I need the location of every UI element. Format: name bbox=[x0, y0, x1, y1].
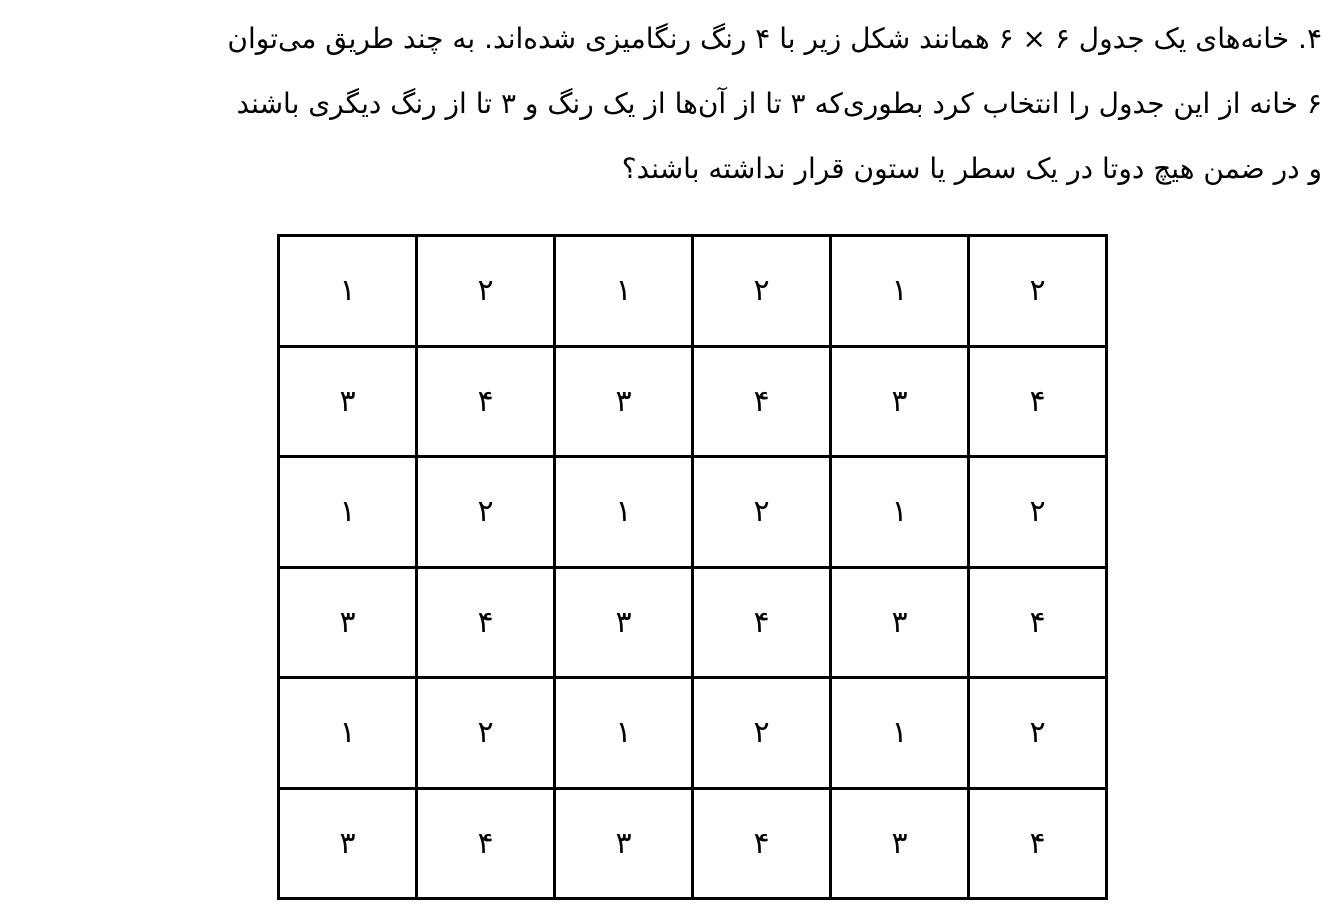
grid-cell: ۱ bbox=[279, 457, 417, 568]
grid-cell: ۱ bbox=[831, 678, 969, 789]
grid-cell: ۳ bbox=[555, 788, 693, 899]
grid-cell: ۱ bbox=[555, 678, 693, 789]
problem-line: ۶ خانه از این جدول را انتخاب کرد بطوری‌که ۳ تا از آن‌ها از یک رنگ و ۳ تا از رنگ دیگری باشند bbox=[236, 87, 1322, 120]
grid-row bbox=[279, 236, 1107, 347]
grid-cell: ۱ bbox=[279, 236, 417, 347]
color-grid bbox=[277, 234, 1108, 900]
grid-cell: ۲ bbox=[693, 236, 831, 347]
grid-cell: ۲ bbox=[969, 236, 1107, 347]
grid-row bbox=[279, 678, 1107, 789]
problem-line: ۴. خانه‌های یک جدول ۶ × ۶ همانند شکل زیر با ۴ رنگ رنگامیزی شده‌اند. به چند طریق می‌توان bbox=[227, 22, 1322, 55]
grid-cell: ۳ bbox=[831, 567, 969, 678]
grid-cell: ۱ bbox=[555, 236, 693, 347]
grid-cell: ۳ bbox=[279, 788, 417, 899]
grid-cell: ۲ bbox=[417, 678, 555, 789]
grid-cell: ۴ bbox=[417, 788, 555, 899]
grid-row bbox=[279, 567, 1107, 678]
grid-cell: ۳ bbox=[831, 788, 969, 899]
problem-line: و در ضمن هیچ دوتا در یک سطر یا ستون قرار نداشته باشند؟ bbox=[621, 152, 1322, 185]
grid-cell: ۴ bbox=[417, 567, 555, 678]
grid-cell: ۳ bbox=[279, 346, 417, 457]
grid-cell: ۱ bbox=[279, 678, 417, 789]
grid-cell: ۱ bbox=[831, 236, 969, 347]
grid-row bbox=[279, 457, 1107, 568]
grid-row bbox=[279, 788, 1107, 899]
grid-cell: ۲ bbox=[693, 457, 831, 568]
grid-cell: ۴ bbox=[969, 346, 1107, 457]
grid-cell: ۴ bbox=[417, 346, 555, 457]
grid-cell: ۱ bbox=[555, 457, 693, 568]
grid-cell: ۱ bbox=[831, 457, 969, 568]
grid-cell: ۳ bbox=[555, 346, 693, 457]
grid-cell: ۳ bbox=[831, 346, 969, 457]
grid-row bbox=[279, 346, 1107, 457]
grid-cell: ۲ bbox=[693, 678, 831, 789]
grid-cell: ۲ bbox=[417, 236, 555, 347]
grid-cell: ۴ bbox=[693, 567, 831, 678]
grid-cell: ۴ bbox=[693, 346, 831, 457]
grid-cell: ۴ bbox=[969, 788, 1107, 899]
grid-cell: ۴ bbox=[969, 567, 1107, 678]
grid-cell: ۲ bbox=[417, 457, 555, 568]
grid-cell: ۳ bbox=[555, 567, 693, 678]
problem-statement bbox=[40, 6, 1322, 201]
grid-cell: ۳ bbox=[279, 567, 417, 678]
grid-cell: ۲ bbox=[969, 457, 1107, 568]
grid-cell: ۴ bbox=[693, 788, 831, 899]
grid-cell: ۲ bbox=[969, 678, 1107, 789]
